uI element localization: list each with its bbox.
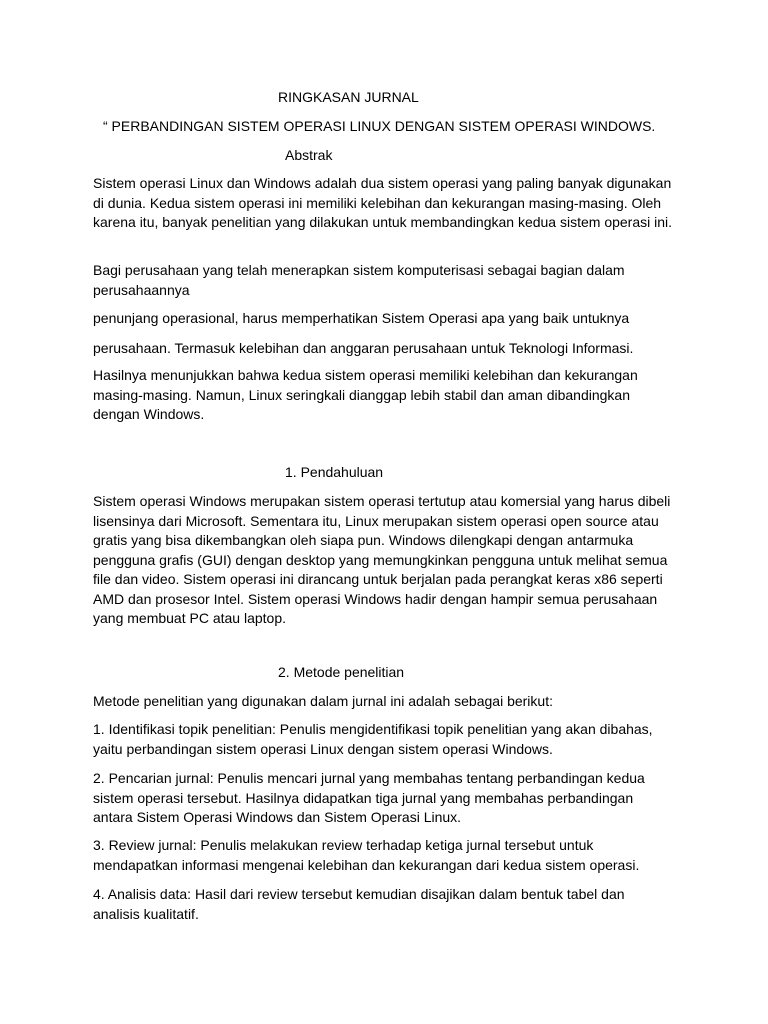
list-item: 3. Review jurnal: Penulis melakukan review terhadap ketiga jurnal tersebut untuk mendapatkan informasi mengenai kelebihan dan kekurangan dari kedua sistem operasi.: [93, 837, 640, 873]
abstract-paragraph: Sistem operasi Linux dan Windows adalah dua sistem operasi yang paling banyak digunakan di dunia. Kedua sistem operasi ini memiliki kelebihan dan kekurangan masing-masing. Oleh karena itu, banyak penelitian yang dilakukan untuk membandingkan kedua sistem operasi ini.: [93, 175, 673, 230]
list-item: 2. Pencarian jurnal: Penulis mencari jurnal yang membahas tentang perbandingan kedua sistem operasi tersebut. Hasilnya didapatkan tiga jurnal yang membahas perbandingan antara Sistem Operasi Windows dan Sistem Operasi Linux.: [93, 770, 645, 825]
abstract-paragraph: Bagi perusahaan yang telah menerapkan sistem komputerisasi sebagai bagian dalam perusahaannya: [93, 262, 625, 298]
section-heading-metode: 2. Metode penelitian: [278, 664, 405, 680]
document-title: RINGKASAN JURNAL: [278, 89, 419, 105]
abstract-paragraph: Hasilnya menunjukkan bahwa kedua sistem operasi memiliki kelebihan dan kekurangan masing-masing. Namun, Linux seringkali dianggap lebih stabil dan aman dibandingkan dengan Windows.: [93, 367, 638, 422]
abstract-paragraph: penunjang operasional, harus memperhatikan Sistem Operasi apa yang baik untuknya: [93, 310, 630, 326]
abstract-heading: Abstrak: [285, 147, 333, 163]
list-item: 4. Analisis data: Hasil dari review tersebut kemudian disajikan dalam bentuk tabel dan analisis kualitatif.: [93, 886, 625, 922]
section-heading-pendahuluan: 1. Pendahuluan: [285, 464, 384, 480]
section-intro: Metode penelitian yang digunakan dalam jurnal ini adalah sebagai berikut:: [93, 693, 553, 709]
section-paragraph: Sistem operasi Windows merupakan sistem operasi tertutup atau komersial yang harus dibeli lisensinya dari Microsoft. Sementara itu, Linux merupakan sistem operasi open source atau gratis yang bisa dikembangkan oleh siapa pun. Windows dilengkapi dengan antarmuka pengguna grafis (GUI) dengan desktop yang memungkinkan pengguna untuk melihat semua file dan video. Sistem operasi ini dirancang untuk berjalan pada perangkat keras x86 seperti AMD dan prosesor Intel. Sistem operasi Windows hadir dengan hampir semua perusahaan yang membuat PC atau laptop.: [93, 493, 671, 626]
list-item: 1. Identifikasi topik penelitian: Penulis mengidentifikasi topik penelitian yang akan dibahas, yaitu perbandingan sistem operasi Linux dengan sistem operasi Windows.: [93, 721, 653, 757]
document-subtitle: “ PERBANDINGAN SISTEM OPERASI LINUX DENGAN SISTEM OPERASI WINDOWS.: [103, 118, 656, 134]
abstract-paragraph: perusahaan. Termasuk kelebihan dan anggaran perusahaan untuk Teknologi Informasi.: [93, 340, 634, 356]
